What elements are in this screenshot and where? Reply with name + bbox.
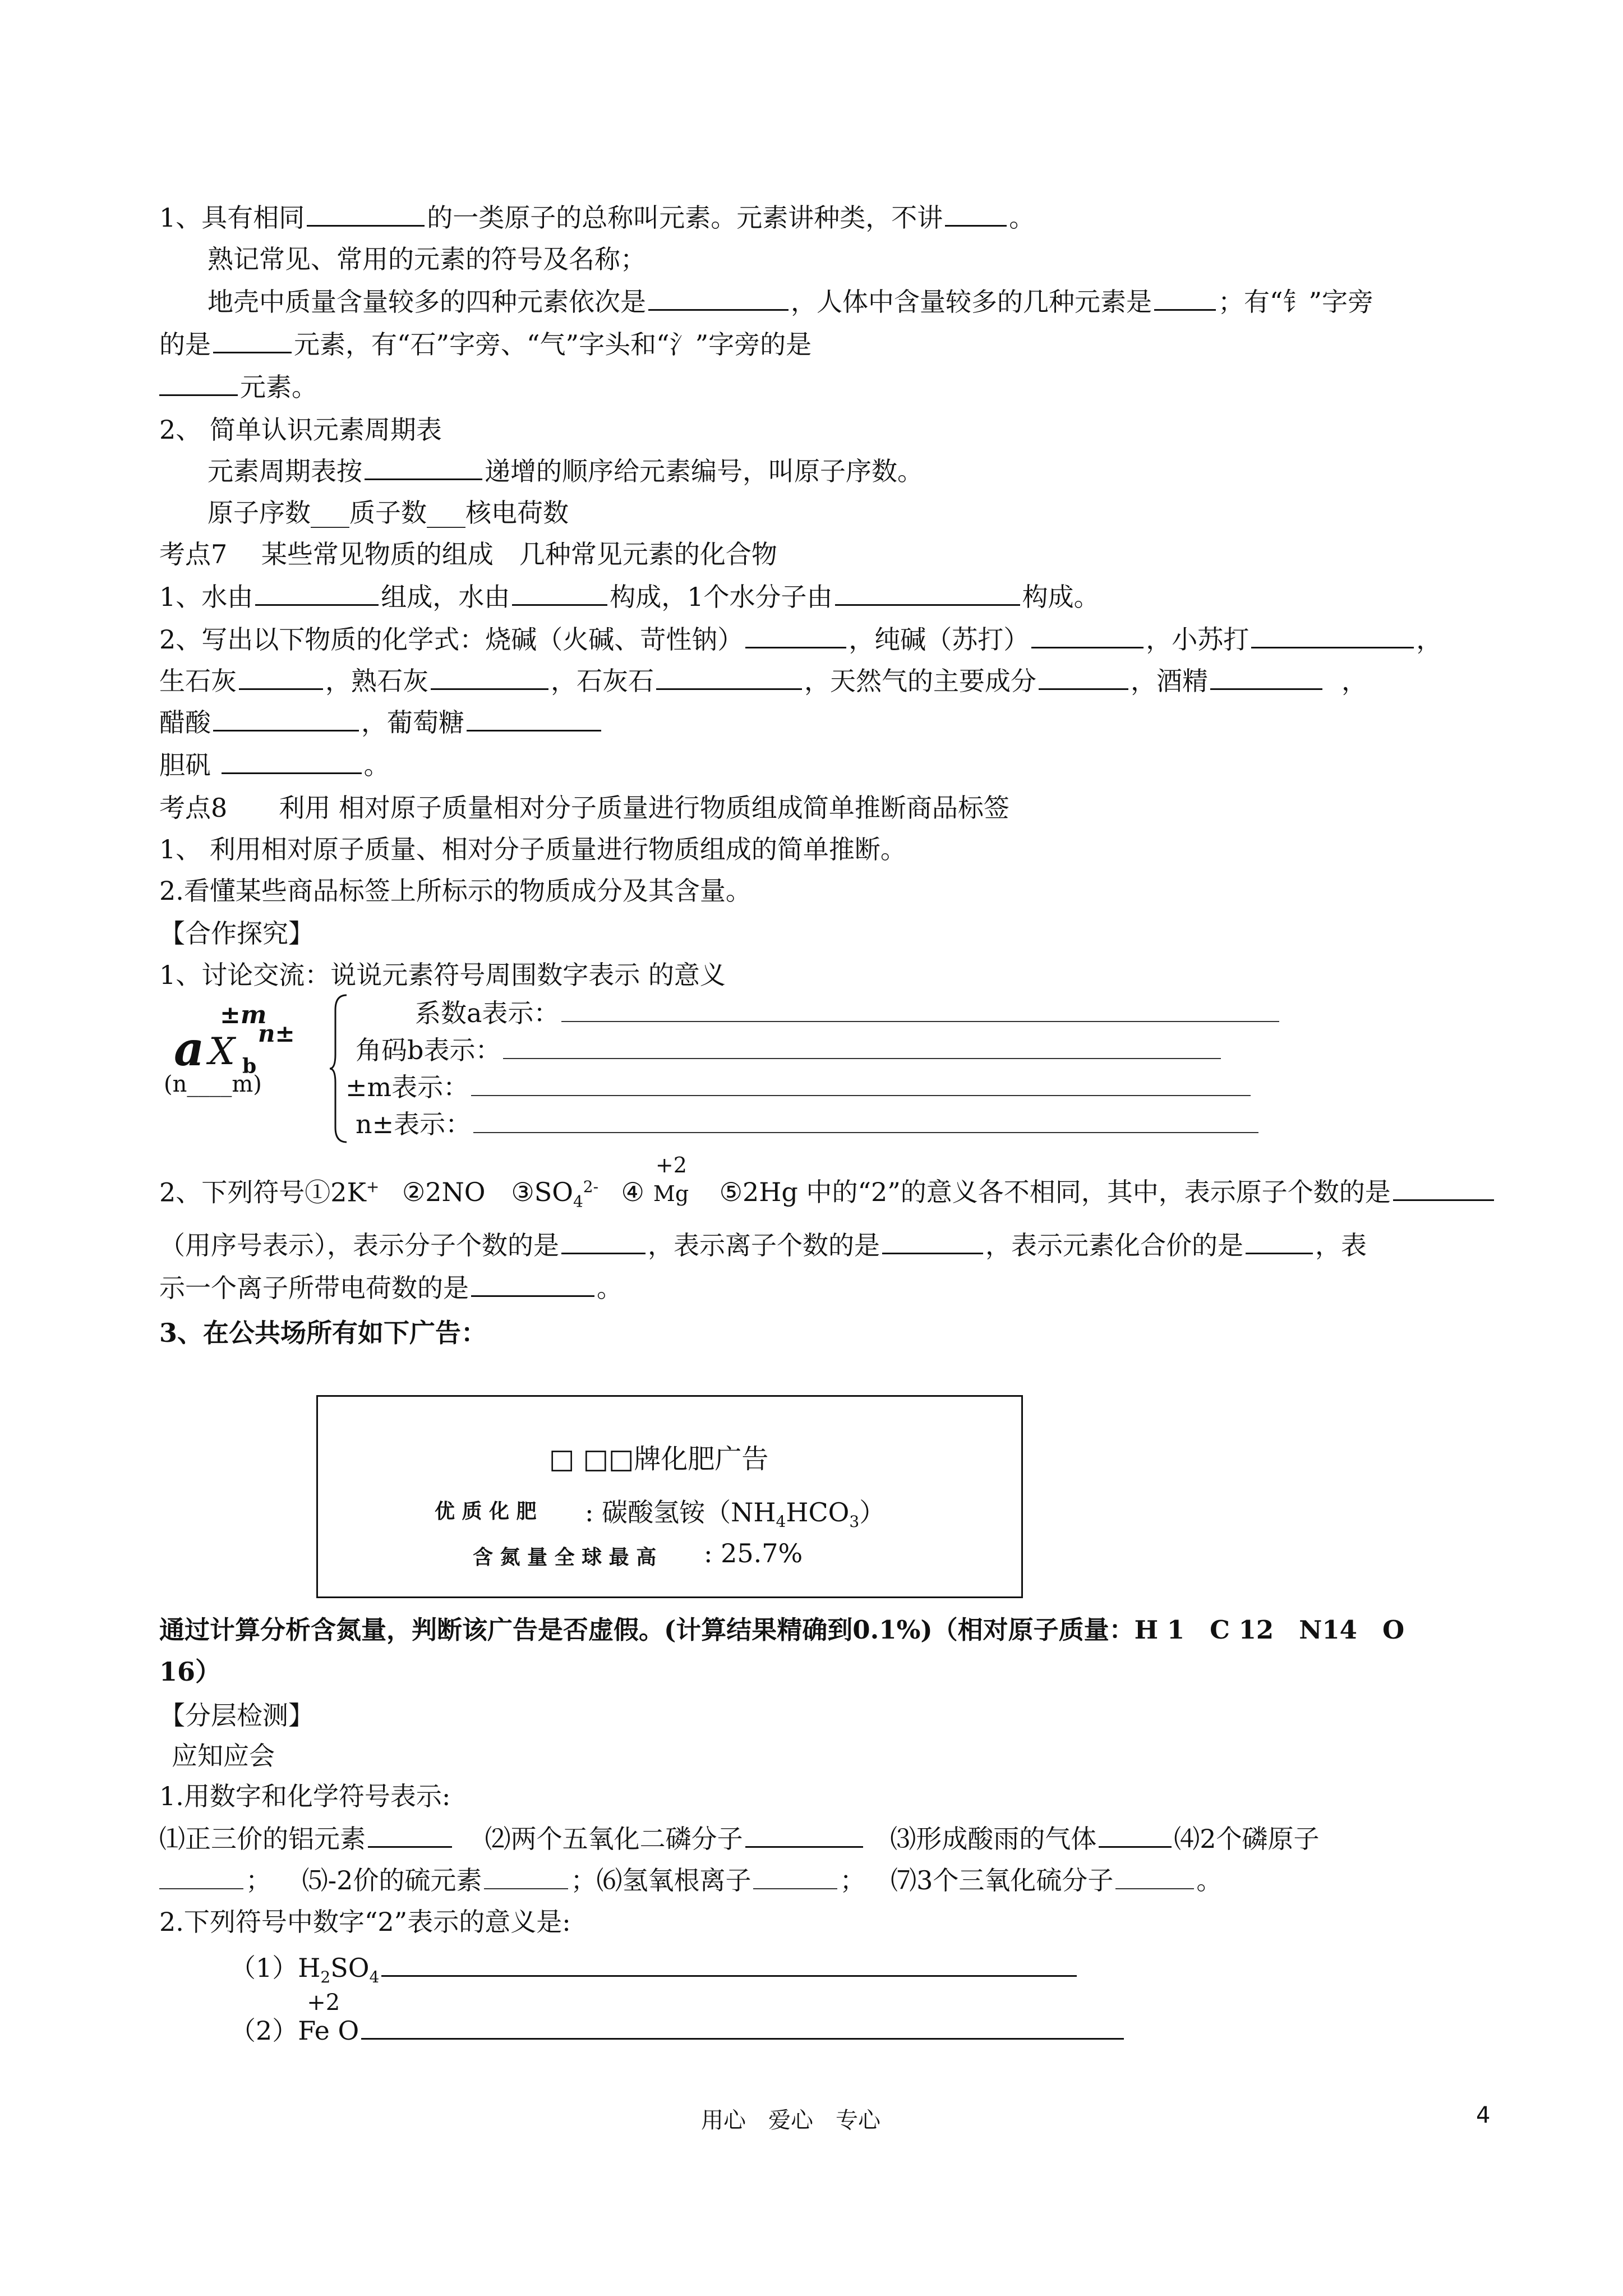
text-line: [159, 664, 1367, 698]
section-heading: [159, 917, 314, 950]
text: 元素。: [240, 372, 317, 402]
text: ⑵两个五氧化二磷分子: [485, 1824, 743, 1854]
text: 碳酸氢铵（NH: [602, 1497, 776, 1527]
text-line: [159, 1905, 571, 1939]
text: 。: [363, 750, 390, 780]
text: Fe O: [298, 2016, 359, 2046]
text: 2.看懂某些商品标签上所标示的物质成分及其含量。: [159, 876, 751, 906]
text: （用序号表示），表示分子个数的是: [159, 1230, 559, 1260]
section-heading: [159, 537, 777, 571]
text: ，表: [1315, 1230, 1367, 1260]
superscript: +: [366, 1177, 380, 1196]
ad-title: □ □□牌化肥广告: [549, 1443, 769, 1475]
symbol-charge-m: ±m: [220, 1001, 267, 1029]
blank[interactable]: [239, 666, 323, 690]
text-line: [159, 413, 442, 447]
text: 25.7%: [721, 1538, 803, 1568]
text: 1、讨论交流：说说元素符号周围数字表示 的意义: [159, 960, 726, 990]
text: HCO: [786, 1497, 850, 1527]
text: 2、写出以下物质的化学式：烧碱（火碱、苛性钠）: [159, 624, 744, 655]
text-line: [159, 958, 726, 992]
text: ±m表示：: [345, 1072, 469, 1102]
subscript: 2: [320, 1968, 331, 1987]
blank[interactable]: [561, 999, 1279, 1022]
text: 16）: [159, 1657, 222, 1687]
blank[interactable]: [561, 1230, 645, 1254]
blank[interactable]: [361, 2016, 1124, 2040]
text-line: [159, 706, 603, 739]
subscript: 4: [776, 1512, 786, 1531]
text: ）: [859, 1497, 886, 1527]
brace-line: [356, 1033, 1223, 1067]
text-line: [159, 874, 751, 908]
text: ；: [246, 1865, 271, 1895]
ad-row1-label: 优 质 化 肥: [435, 1500, 537, 1523]
text: ，天然气的主要成分: [804, 666, 1036, 696]
text: ，酒精: [1131, 666, 1208, 696]
text-line: [159, 623, 1442, 656]
text-line: [208, 496, 569, 530]
text: 原子序数___质子数___核电荷数: [208, 498, 569, 528]
text: 。: [597, 1273, 623, 1303]
valence-symbol: [298, 1990, 359, 2047]
text: 系数a表示：: [415, 998, 560, 1028]
blank[interactable]: [512, 582, 607, 606]
text: ，表示元素化合价的是: [985, 1230, 1243, 1260]
valence-label: +2: [307, 1990, 340, 2016]
text: ⑷2个磷原子: [1174, 1824, 1320, 1854]
text: ④: [621, 1177, 644, 1208]
text: 【分层检测】: [159, 1700, 314, 1731]
text: 。: [1196, 1865, 1223, 1895]
text: 考点8 利用 相对原子质量相对分子质量进行物质组成简单推断商品标签: [159, 793, 1009, 823]
text: 组成，水由: [381, 582, 510, 612]
text-line: [159, 1864, 1222, 1897]
text-line: [208, 242, 646, 276]
section-heading: [159, 1699, 314, 1732]
text-line: [159, 832, 906, 866]
brace-line: [345, 1070, 1253, 1104]
text-line: [230, 1951, 1079, 1994]
text: ，小苏打: [1146, 624, 1249, 655]
text: ，熟石灰: [325, 666, 428, 696]
text-line: [159, 580, 1100, 614]
blank[interactable]: [656, 666, 802, 690]
text: ，纯碱（苏打）: [849, 624, 1030, 655]
text: 。: [1009, 203, 1035, 233]
text: ；有“钅”字旁: [1218, 287, 1374, 317]
blank[interactable]: [159, 372, 238, 396]
blank[interactable]: [1031, 624, 1144, 648]
text: 1、水由: [159, 582, 253, 612]
text-line: [159, 328, 811, 361]
blank[interactable]: [159, 1866, 243, 1889]
blank[interactable]: [1251, 624, 1414, 648]
text: 的一类原子的总称叫元素。元素讲种类，不讲: [427, 203, 943, 233]
curly-brace: [330, 993, 350, 1144]
text: ，葡萄糖: [361, 707, 464, 738]
text: 熟记常见、常用的元素的符号及名称；: [208, 244, 646, 274]
blank[interactable]: [648, 287, 789, 311]
text: 递增的顺序给元素编号，叫原子序数。: [485, 456, 923, 486]
ad-row2-value: [704, 1538, 803, 1568]
blank[interactable]: [467, 707, 601, 731]
text: 元素，有“石”字旁、“气”字头和“氵”字旁的是: [294, 329, 812, 360]
q1-line: [159, 201, 1035, 234]
text: ⑤2Hg 中的“2”的意义各不相同，其中，表示原子个数的是: [719, 1177, 1391, 1208]
blank[interactable]: [945, 203, 1007, 227]
text-line: [159, 370, 317, 404]
text: ⑺3个三氧化硫分子: [891, 1865, 1114, 1895]
superscript: 2-: [583, 1177, 599, 1196]
text: 2、 简单认识元素周期表: [159, 415, 442, 445]
text: 2.下列符号中数字“2”表示的意义是:: [159, 1907, 571, 1937]
text: ，表示离子个数的是: [648, 1230, 880, 1260]
text: 醋酸: [159, 707, 211, 738]
text: ，: [1341, 666, 1367, 696]
brace-line: [415, 996, 1281, 1030]
blank[interactable]: [745, 624, 846, 648]
text-line: [230, 1990, 1126, 2047]
page-number: 4: [1476, 2102, 1491, 2128]
text: SO: [330, 1953, 370, 1983]
symbol-charge-n: n±: [258, 1020, 295, 1047]
text: 1、具有相同: [159, 203, 305, 233]
text: Mg: [653, 1181, 689, 1207]
valence-label: +2: [655, 1153, 687, 1178]
blank[interactable]: [835, 582, 1020, 606]
text: 的是: [159, 329, 211, 360]
text: 生石灰: [159, 666, 237, 696]
blank[interactable]: [213, 707, 359, 731]
question-heading: [159, 1316, 487, 1350]
subscript: 4: [369, 1968, 380, 1987]
text-line: [208, 285, 1373, 319]
symbol-subscript: b: [242, 1055, 257, 1078]
text: 通过计算分析含氮量，判断该广告是否虚假。(计算结果精确到0.1%)（相对原子质量：H 1 C 12 N14 O: [159, 1615, 1405, 1645]
symbol-element: X: [209, 1030, 235, 1073]
valence-symbol: [653, 1153, 689, 1211]
text: 地壳中质量含量较多的四种元素依次是: [208, 287, 646, 317]
blank[interactable]: [368, 1824, 452, 1848]
blank[interactable]: [471, 1073, 1251, 1096]
text: （2）: [230, 2016, 298, 2046]
text: 2、下列符号①2K: [159, 1177, 366, 1208]
text-line: [159, 1822, 1320, 1856]
text: 应知应会: [172, 1741, 275, 1771]
text: 1.用数字和化学符号表示:: [159, 1781, 451, 1811]
symbol-note: (n____m): [164, 1071, 262, 1097]
blank[interactable]: [484, 1866, 568, 1889]
blank[interactable]: [753, 1866, 837, 1889]
blank[interactable]: [1099, 1824, 1172, 1848]
blank[interactable]: [1154, 287, 1216, 311]
blank[interactable]: [745, 1824, 863, 1848]
blank[interactable]: [1210, 666, 1322, 690]
text: ⑶形成酸雨的气体: [890, 1824, 1097, 1854]
ad-row1-value: [585, 1492, 885, 1531]
advertisement-box: [316, 1395, 1023, 1598]
text: ，: [1416, 624, 1442, 655]
text: 示一个离子所带电荷数的是: [159, 1273, 469, 1303]
text: ，石灰石: [551, 666, 654, 696]
text: ②2NO ③SO: [402, 1177, 573, 1208]
section-heading: [159, 791, 1009, 825]
blank[interactable]: [255, 582, 379, 606]
text-line: [159, 748, 390, 782]
ad-row2-label: 含 氮 量 全 球 最 高: [473, 1546, 657, 1569]
blank[interactable]: [882, 1230, 983, 1254]
blank[interactable]: [1039, 666, 1128, 690]
footer-slogan: 用心 爱心 专心: [701, 2108, 880, 2133]
text: 角码b表示：: [356, 1035, 501, 1065]
text-line: [159, 1613, 1404, 1647]
text: ⑸-2价的硫元素: [302, 1865, 482, 1895]
blank[interactable]: [213, 329, 292, 353]
text: 考点7 某些常见物质的组成 几种常见元素的化合物: [159, 539, 777, 569]
text: 元素周期表按: [208, 456, 362, 486]
blank[interactable]: [307, 203, 425, 227]
blank[interactable]: [1246, 1230, 1313, 1254]
text: ；: [840, 1865, 866, 1895]
blank[interactable]: [222, 750, 362, 774]
symbol-coefficient: a: [174, 1021, 205, 1076]
brace-line: [356, 1107, 1261, 1141]
subscript: 3: [849, 1512, 860, 1531]
text: 1、 利用相对原子质量、相对分子质量进行物质组成的简单推断。: [159, 834, 906, 864]
blank[interactable]: [503, 1036, 1221, 1059]
text: ⑴正三价的铝元素: [159, 1824, 366, 1854]
blank[interactable]: [473, 1110, 1258, 1133]
text: :: [704, 1538, 713, 1568]
blank[interactable]: [431, 666, 548, 690]
text-line: [159, 1228, 1367, 1262]
text: ，人体中含量较多的几种元素是: [791, 287, 1152, 317]
text: 构成，1个水分子由: [610, 582, 833, 612]
text: 3、在公共场所有如下广告：: [159, 1318, 487, 1348]
text: 构成。: [1022, 582, 1100, 612]
text-line: [159, 1779, 450, 1813]
blank[interactable]: [1393, 1177, 1494, 1201]
subscript: 4: [573, 1192, 583, 1211]
text: 【合作探究】: [159, 918, 314, 949]
text: ；⑹氢氧根离子: [570, 1865, 751, 1895]
text: 胆矾: [159, 750, 219, 780]
text-line: [172, 1739, 275, 1773]
text-line: [208, 454, 923, 488]
text: :: [585, 1497, 594, 1527]
text-line: [159, 1153, 1496, 1219]
blank[interactable]: [471, 1273, 594, 1297]
text: n±表示：: [356, 1109, 472, 1139]
blank[interactable]: [381, 1953, 1077, 1977]
text: （1）H: [230, 1953, 321, 1983]
text-line: [159, 1655, 221, 1688]
text-line: [159, 1271, 623, 1305]
blank[interactable]: [1115, 1866, 1194, 1889]
blank[interactable]: [365, 456, 482, 480]
